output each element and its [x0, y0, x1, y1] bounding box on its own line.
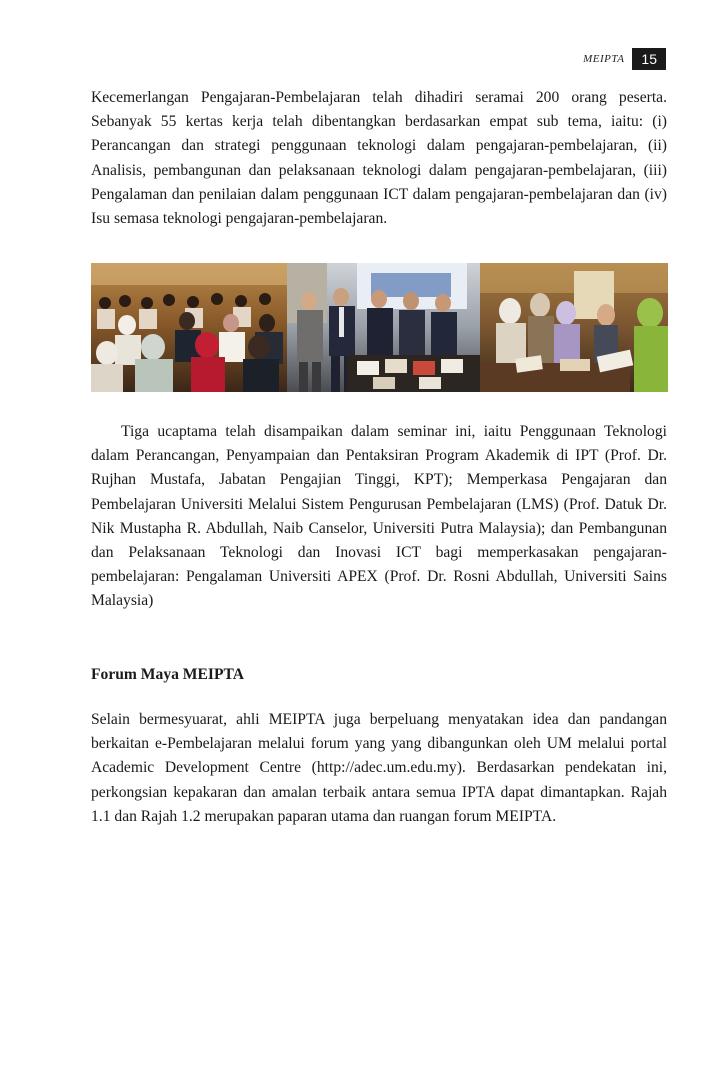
photo-strip	[91, 263, 668, 392]
seminar-audience-photo	[91, 263, 287, 392]
page-number: 15	[632, 48, 666, 70]
body-paragraph-3: Selain bermesyuarat, ahli MEIPTA juga berpeluang menyatakan idea dan pandangan berkaitan e-Pembelajaran melalui forum yang yang dibangunkan oleh UM melalui portal Academic Development Centre (http://adec.um.edu.my). Berdasarkan pendekatan ini, perkongsian kepakaran dan amalan terbaik antara semua IPTA dapat dimantapkan. Rajah 1.1 dan Rajah 1.2 merupakan paparan utama dan ruangan forum MEIPTA.	[91, 711, 667, 825]
section-heading: Forum Maya MEIPTA	[91, 666, 245, 683]
exhibition-booth-photo	[480, 263, 668, 392]
body-paragraph-2: Tiga ucaptama telah disampaikan dalam seminar ini, iaitu Penggunaan Teknologi dalam Perancangan, Penyampaian dan Pentaksiran Program Akademik di IPT (Prof. Dr. Rujhan Mustafa, Jabatan Pengajian Tinggi, KPT); Memperkasa Pengajaran dan Pembelajaran Universiti Melalui Sistem Pengurusan Pembelajaran (LMS) (Prof. Datuk Dr. Nik Mustapha R. Abdullah, Naib Canselor, Universiti Putra Malaysia); dan Pembangunan dan Pelaksanaan Teknologi dan Inovasi ICT bagi memperkasakan pengajaran-pembelajaran: Pengalaman Universiti APEX (Prof. Dr. Rosni Abdullah, Universiti Sains Malaysia)	[91, 423, 667, 610]
exhibition-visit-photo	[287, 263, 480, 392]
page-header	[583, 48, 666, 70]
body-paragraph-1: Kecemerlangan Pengajaran-Pembelajaran telah dihadiri seramai 200 orang peserta. Sebanyak 55 kertas kerja telah dibentangkan berdasarkan empat sub tema, iaitu: (i) Perancangan dan strategi penggunaan teknologi dalam pengajaran-pembelajaran, (ii) Analisis, pembangunan dan pelaksanaan teknologi dalam pengajaran-pembelajaran, (iii) Pengalaman dan penilaian dalam penggunaan ICT dalam pengajaran-pembelajaran dan (iv) Isu semasa teknologi pengajaran-pembelajaran.	[91, 89, 667, 228]
running-title: MEIPTA	[583, 53, 625, 65]
